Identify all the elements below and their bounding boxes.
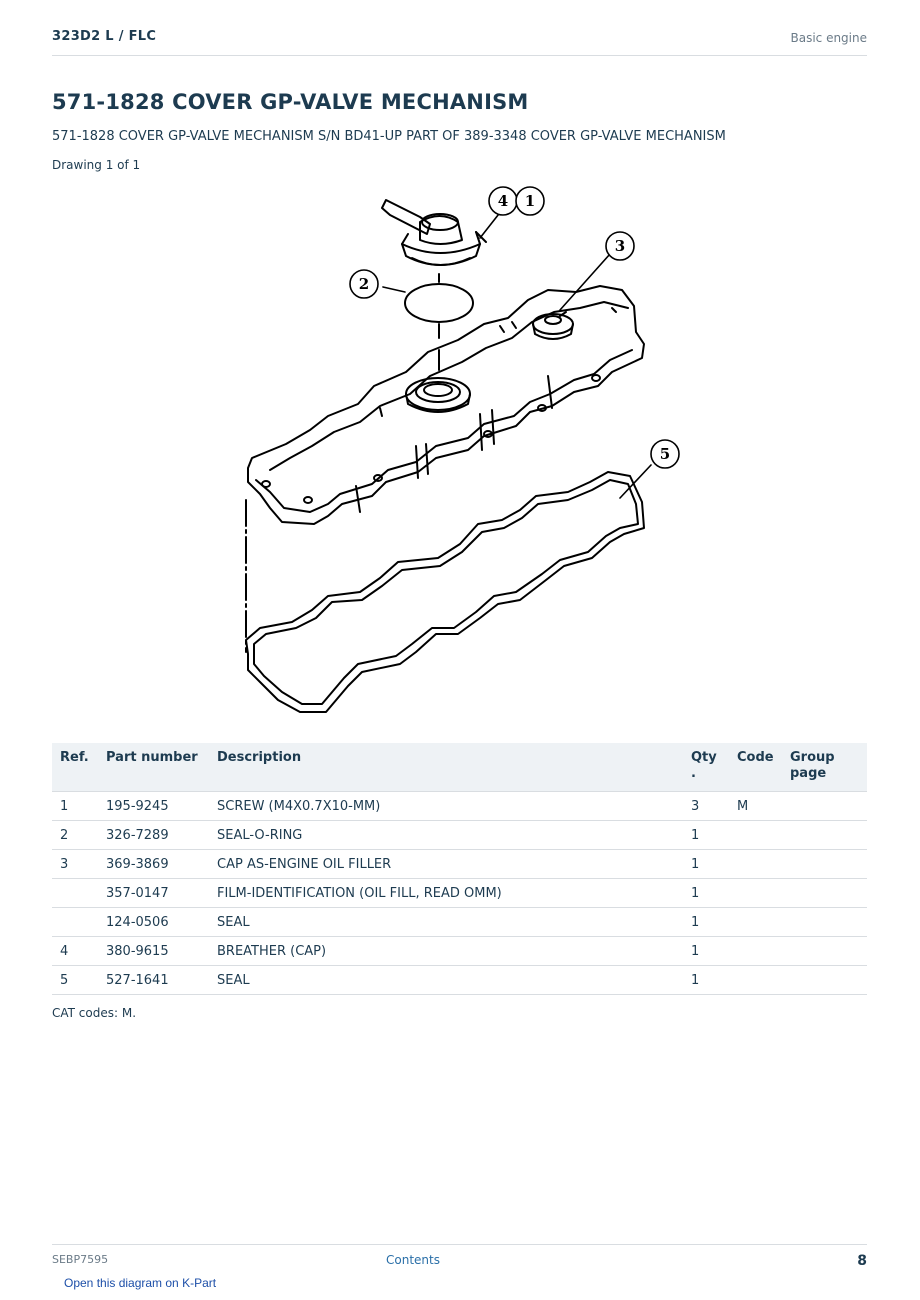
cell-part-number: 369-3869: [98, 850, 209, 879]
page-title: 571-1828 COVER GP-VALVE MECHANISM: [52, 90, 529, 114]
breather-cap-drawing: [382, 200, 486, 265]
cell-part-number: 527-1641: [98, 966, 209, 995]
table-row: [52, 908, 867, 937]
cell-part-number: 124-0506: [98, 908, 209, 937]
callout-1-label: 1: [524, 192, 536, 210]
col-header-code: Code: [729, 743, 782, 792]
cell-description: SEAL: [209, 908, 683, 937]
cat-codes-note: CAT codes: M.: [52, 1006, 137, 1020]
cell-group-page: [782, 908, 867, 937]
cell-description: SEAL-O-RING: [209, 821, 683, 850]
cell-description: SCREW (M4X0.7X10-MM): [209, 792, 683, 821]
cell-description: SEAL: [209, 966, 683, 995]
cell-group-page: [782, 850, 867, 879]
cell-qty: 3: [683, 792, 729, 821]
col-header-qty-line2: .: [691, 766, 696, 781]
o-ring-drawing: [405, 284, 473, 322]
cell-part-number: 380-9615: [98, 937, 209, 966]
callout-4-label: 4: [497, 192, 509, 210]
drawing-count: Drawing 1 of 1: [52, 158, 141, 172]
cell-qty: 1: [683, 908, 729, 937]
cell-code: [729, 879, 782, 908]
contents-link[interactable]: Contents: [386, 1253, 440, 1267]
cell-qty: 1: [683, 821, 729, 850]
cell-ref: 5: [52, 966, 98, 995]
cell-qty: 1: [683, 850, 729, 879]
cell-code: [729, 850, 782, 879]
cell-code: [729, 908, 782, 937]
gasket-drawing: [246, 472, 644, 712]
cell-code: M: [729, 792, 782, 821]
cell-ref: [52, 908, 98, 937]
cell-code: [729, 966, 782, 995]
cell-group-page: [782, 879, 867, 908]
callout-2-label: 2: [358, 275, 370, 293]
cell-ref: [52, 879, 98, 908]
cell-group-page: [782, 966, 867, 995]
cell-part-number: 326-7289: [98, 821, 209, 850]
cell-description: CAP AS-ENGINE OIL FILLER: [209, 850, 683, 879]
cell-code: [729, 821, 782, 850]
col-header-part-number: Part number: [98, 743, 209, 792]
document-id: SEBP7595: [52, 1253, 109, 1266]
table-row: [52, 850, 867, 879]
cell-qty: 1: [683, 937, 729, 966]
table-row: [52, 879, 867, 908]
table-row: [52, 792, 867, 821]
col-header-group-line2: page: [790, 766, 827, 781]
col-header-group-line1: Group: [790, 750, 835, 765]
page-footer: [52, 1244, 867, 1269]
cell-group-page: [782, 821, 867, 850]
cell-ref: 2: [52, 821, 98, 850]
col-header-group-page: [782, 743, 867, 792]
page-subtitle: 571-1828 COVER GP-VALVE MECHANISM S/N BD41-UP PART OF 389-3348 COVER GP-VALVE MECHANISM: [52, 129, 726, 144]
cell-qty: 1: [683, 879, 729, 908]
model-breadcrumb: 323D2 L / FLC: [52, 29, 157, 44]
col-header-qty-line1: Qty: [691, 750, 717, 765]
cell-ref: 4: [52, 937, 98, 966]
callout-5-label: 5: [659, 445, 671, 463]
col-header-description: Description: [209, 743, 683, 792]
cell-qty: 1: [683, 966, 729, 995]
page-header: [52, 28, 867, 56]
cell-ref: 1: [52, 792, 98, 821]
table-row: [52, 966, 867, 995]
exploded-parts-diagram: [230, 182, 690, 722]
cell-ref: 3: [52, 850, 98, 879]
callout-3-label: 3: [614, 237, 626, 255]
col-header-ref: Ref.: [52, 743, 98, 792]
cell-part-number: 357-0147: [98, 879, 209, 908]
parts-table-header: [52, 743, 867, 792]
cell-code: [729, 937, 782, 966]
open-diagram-kpart-link[interactable]: Open this diagram on K-Part: [64, 1276, 217, 1290]
cell-part-number: 195-9245: [98, 792, 209, 821]
page-number: 8: [857, 1253, 867, 1269]
col-header-qty: [683, 743, 729, 792]
cell-description: BREATHER (CAP): [209, 937, 683, 966]
table-row: [52, 821, 867, 850]
table-row: [52, 937, 867, 966]
cell-description: FILM-IDENTIFICATION (OIL FILL, READ OMM): [209, 879, 683, 908]
section-label: Basic engine: [790, 31, 867, 45]
parts-table: [52, 743, 867, 995]
cell-group-page: [782, 937, 867, 966]
cell-group-page: [782, 792, 867, 821]
